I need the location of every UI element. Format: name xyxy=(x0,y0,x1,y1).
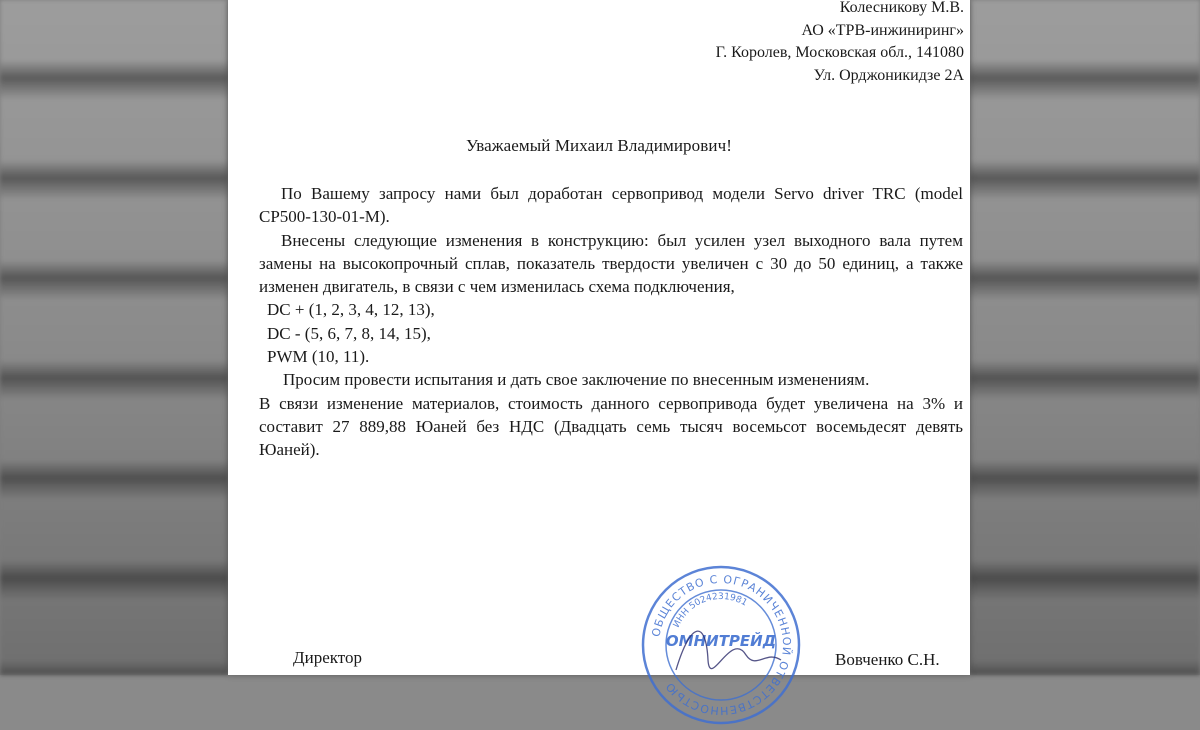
company-stamp xyxy=(636,560,806,730)
addressee-name: Колесникову М.В. xyxy=(839,0,964,16)
blurred-background-right xyxy=(970,0,1200,675)
connection-dc-minus: DC - (5, 6, 7, 8, 14, 15), xyxy=(267,323,431,343)
paragraph-request: По Вашему запросу нами был доработан сервопривод модели Servo driver TRC (model CP500-130-01-M). xyxy=(259,184,963,227)
addressee-city: Г. Королев, Московская обл., 141080 xyxy=(715,44,964,61)
paragraph-changes: Внесены следующие изменения в конструкцию: был усилен узел выходного вала путем замены на высокопрочный сплав, показатель твердости увеличен с 30 до 50 единиц, а также изменен двигатель, в связи с чем изменилась схема подключения, xyxy=(259,230,963,297)
paragraph-price: В связи изменение материалов, стоимость данного сервопривода будет увеличена на 3% и составит 27 889,88 Юаней без НДС (Двадцать семь тысяч восемьсот восемьдесят девять Юаней). xyxy=(259,393,963,460)
addressee-street: Ул. Орджоникидзе 2А xyxy=(813,66,964,84)
addressee-company: АО «ТРВ-инжиниринг» xyxy=(801,21,964,39)
connection-pwm: PWM (10, 11). xyxy=(267,347,370,367)
signatory-name: Вовченко С.Н. xyxy=(835,650,940,669)
stamp-center-text: ОМНИТРЕЙД xyxy=(665,632,777,650)
letter-page xyxy=(228,0,970,718)
greeting: Уважаемый Михаил Владимирович! xyxy=(465,136,732,155)
addressee-block xyxy=(716,0,964,87)
stamp-outer-text: ОБЩЕСТВО С ОГРАНИЧЕННОЙ ОТВЕТСТВЕННОСТЬЮ xyxy=(649,572,794,718)
blurred-background-left xyxy=(0,0,228,675)
stamp-number: ИНН 5024231981 xyxy=(671,591,749,630)
connection-dc-plus: DC + (1, 2, 3, 4, 12, 13), xyxy=(267,300,435,320)
signatory-position: Директор xyxy=(293,648,362,667)
letter-body xyxy=(259,182,963,462)
paragraph-testing: Просим провести испытания и дать свое заключение по внесенным изменениям. xyxy=(283,370,870,390)
